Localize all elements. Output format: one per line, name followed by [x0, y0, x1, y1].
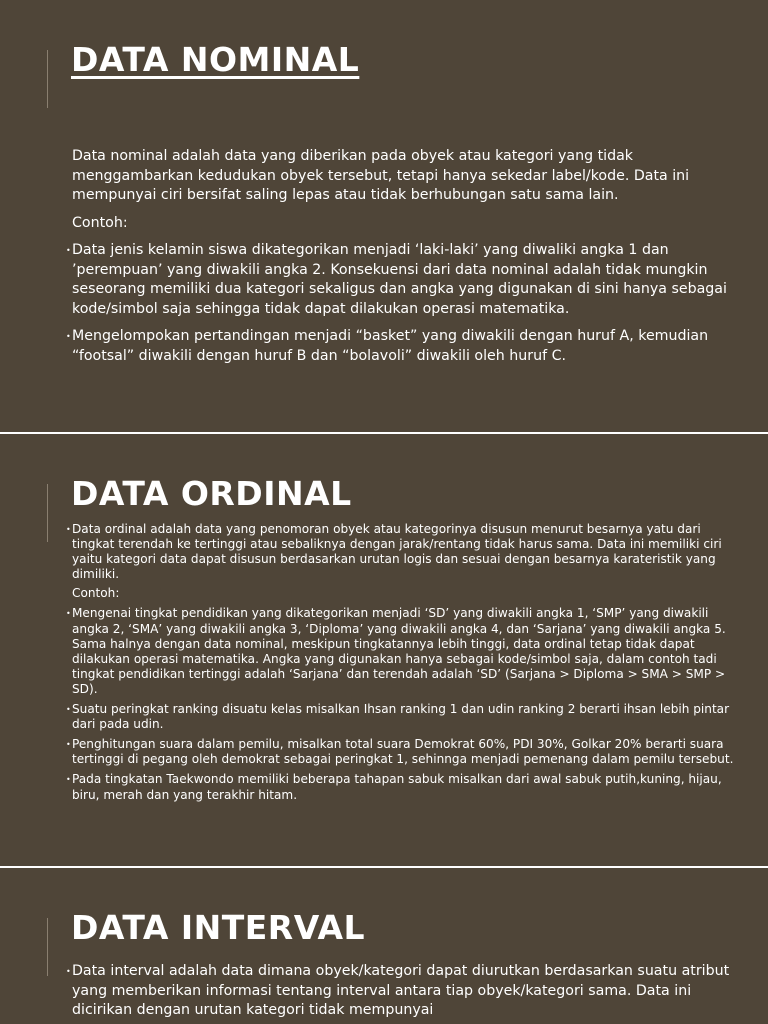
- slide-title: DATA ORDINAL: [71, 474, 352, 513]
- slide-data-ordinal: [0, 434, 768, 866]
- slide-body: [72, 962, 734, 1021]
- bullet-item: • Data jenis kelamin siswa dikategorikan menjadi ‘laki-laki’ yang diwaliki angka 1 dan ’perempuan’ yang diwakili angka 2. Konsekuensi dari data nominal adalah tidak mungkin seseorang memiliki dua kategori sekaligus dan angka yang digunakan di sini hanya sebagai kode/simbol saja sehingga tidak dapat dilakukan operasi matematika.: [72, 241, 734, 319]
- slide-body: [72, 147, 734, 366]
- slide-title: DATA INTERVAL: [71, 908, 366, 947]
- bullet-item: • Mengenai tingkat pendidikan yang dikategorikan menjadi ‘SD’ yang diwakili angka 1, ‘SMP’ yang diwakili angka 2, ‘SMA’ yang diwakili angka 3, ‘Diploma’ yang diwakili angka 4, dan ‘Sarjana’ yang diwakili angka 5. Sama halnya dengan data nominal, meskipun tingkatannya lebih tinggi, data ordinal tetap tidak dapat dilakukan operasi matematika. Angka yang digunakan hanya sebagai kode/simbol saja, dalam contoh tadi tingkat pendidikan tertinggi adalah ‘Sarjana’ dan terendah adalah ‘SD’ (Sarjana > Diploma > SMA > SMP > SD).: [72, 606, 734, 697]
- slide-body: [72, 522, 734, 803]
- bullet-item: • Penghitungan suara dalam pemilu, misalkan total suara Demokrat 60%, PDI 30%, Golkar 20% berarti suara tertinggi di pegang oleh demokrat sebagai peringkat 1, sehinnga menjadi pemenang dalam pemilu tersebut.: [72, 737, 734, 767]
- bullet-item: • Data interval adalah data dimana obyek/kategori dapat diurutkan berdasarkan suatu atribut yang memberikan informasi tentang interval antara tiap obyek/kategori sama. Data ini dicirikan dengan urutan kategori tidak mempunyai: [72, 962, 734, 1021]
- accent-bar: [47, 484, 48, 542]
- slide-title: DATA NOMINAL: [71, 40, 360, 79]
- accent-bar: [47, 918, 48, 976]
- slide-data-nominal: [0, 0, 768, 432]
- paragraph-contoh: Contoh:: [72, 586, 120, 601]
- slide-data-interval: [0, 868, 768, 1024]
- paragraph-contoh: Contoh:: [72, 214, 128, 231]
- bullet-item: • Mengelompokan pertandingan menjadi “basket” yang diwakili dengan huruf A, kemudian “footsal” diwakili dengan huruf B dan “bolavoli” diwakili oleh huruf C.: [72, 327, 734, 366]
- paragraph: Data nominal adalah data yang diberikan pada obyek atau kategori yang tidak menggambarkan kedudukan obyek tersebut, tetapi hanya sekedar label/kode. Data ini mempunyai ciri bersifat saling lepas atau tidak berhubungan satu sama lain.: [72, 148, 690, 203]
- bullet-item: • Data ordinal adalah data yang penomoran obyek atau kategorinya disusun menurut besarnya yatu dari tingkat terendah ke tertinggi atau sebaliknya dengan jarak/rentang tidak harus sama. Data ini memiliki ciri yaitu kategori data dapat disusun berdasarkan urutan logis dan sesuai dengan besarnya karateristik yang dimiliki.: [72, 522, 734, 582]
- bullet-item: • Suatu peringkat ranking disuatu kelas misalkan Ihsan ranking 1 dan udin ranking 2 berarti ihsan lebih pintar dari pada udin.: [72, 702, 734, 732]
- bullet-item: • Pada tingkatan Taekwondo memiliki beberapa tahapan sabuk misalkan dari awal sabuk putih,kuning, hijau, biru, merah dan yang terakhir hitam.: [72, 772, 734, 802]
- accent-bar: [47, 50, 48, 108]
